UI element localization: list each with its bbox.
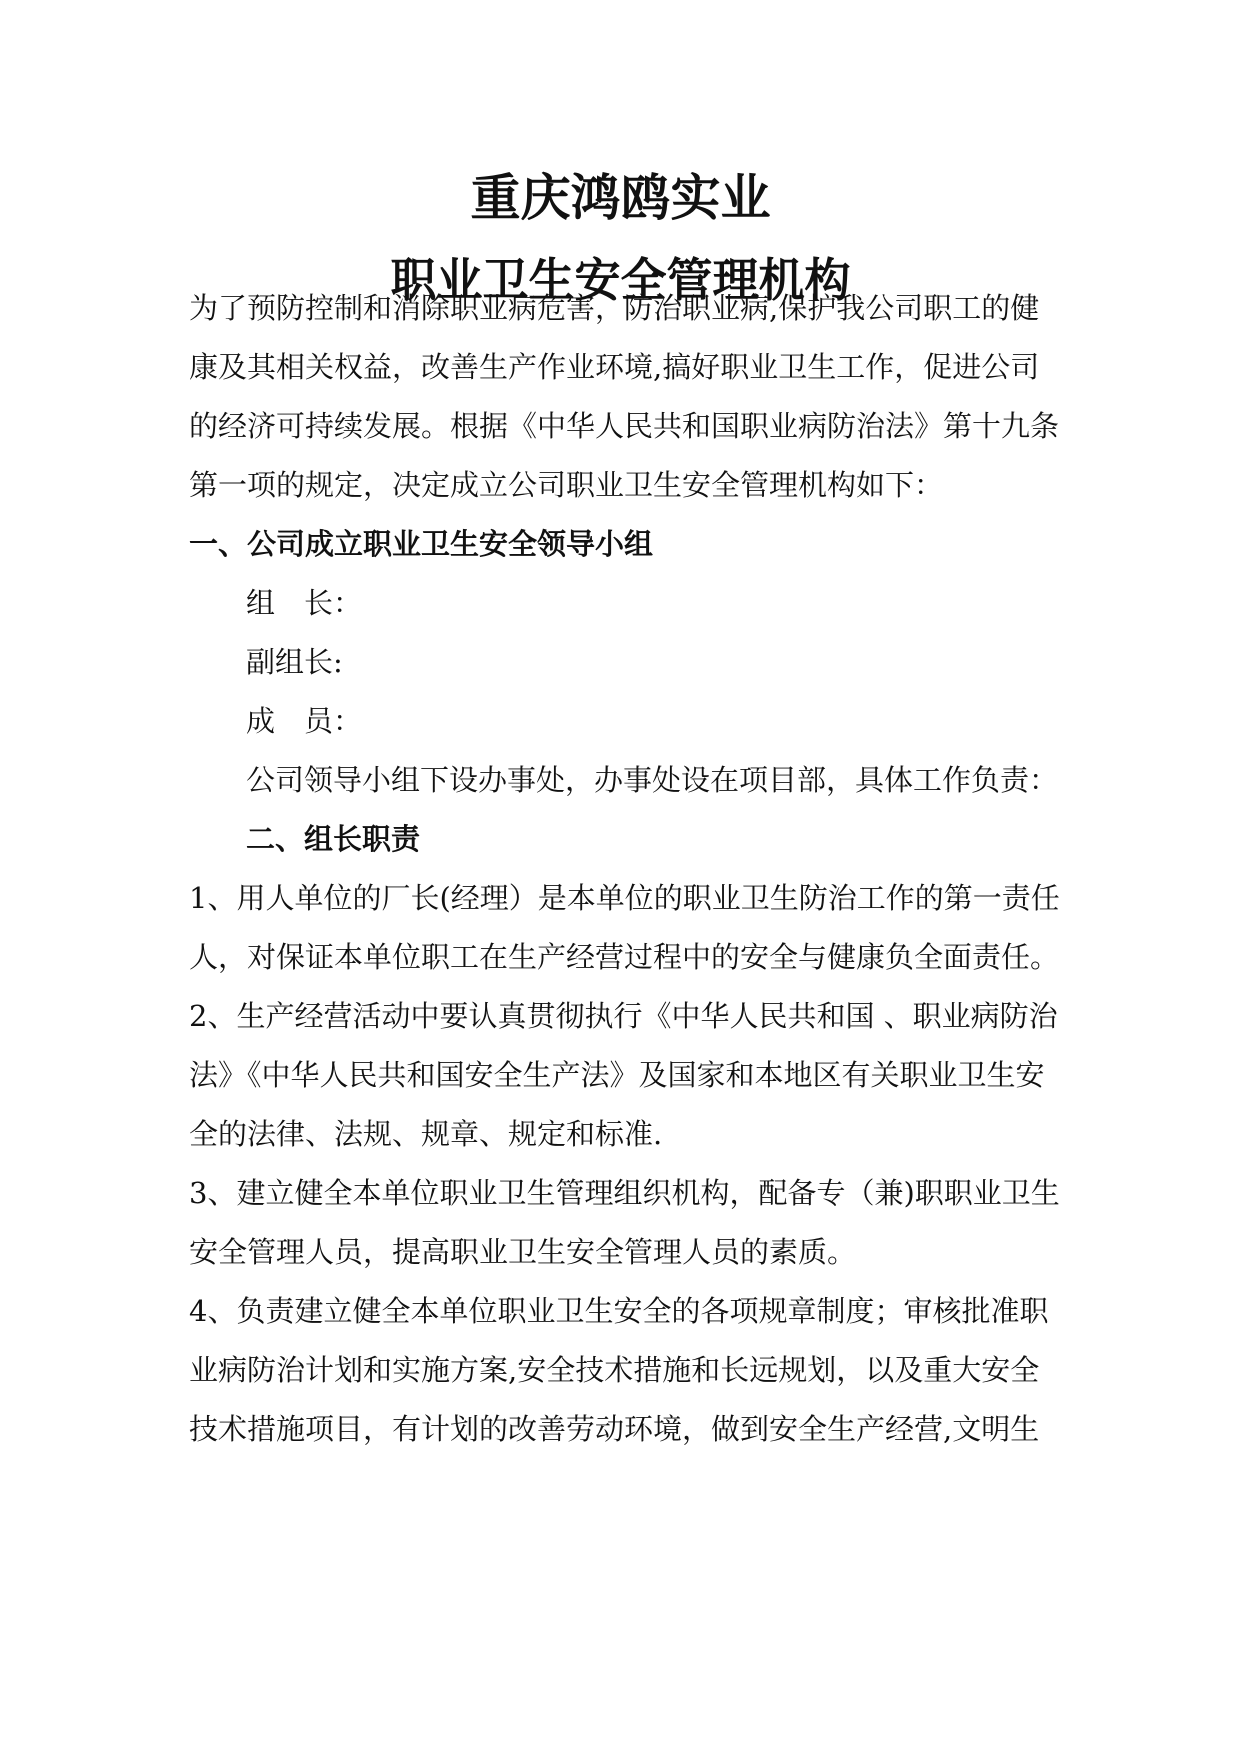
duty-line-1: 1、用人单位的厂长(经理）是本单位的职业卫生防治工作的第一责任: [189, 881, 1060, 915]
deputy-leader-label: 副组长:: [246, 645, 343, 679]
duty-line-10: 技术措施项目，有计划的改善劳动环境，做到安全生产经营,文明生: [189, 1412, 1040, 1446]
intro-line-1: 为了预防控制和消除职业病危害，防治职业病,保护我公司职工的健: [189, 291, 1040, 325]
duty-line-9: 业病防治计划和实施方案,安全技术措施和长远规划，以及重大安全: [189, 1353, 1040, 1387]
duty-line-4: 法》《中华人民共和国安全生产法》及国家和本地区有关职业卫生安: [189, 1058, 1045, 1092]
section2-heading: 二、组长职责: [246, 822, 421, 856]
section1-heading: 一、公司成立职业卫生安全领导小组: [189, 527, 654, 561]
leader-label: 组 长：: [246, 586, 363, 620]
intro-line-3: 的经济可持续发展。根据《中华人民共和国职业病防治法》第十九条: [189, 409, 1060, 443]
office-note: 公司领导小组下设办事处，办事处设在项目部，具体工作负责：: [246, 763, 1059, 797]
intro-line-4: 第一项的规定，决定成立公司职业卫生安全管理机构如下：: [189, 468, 944, 502]
duty-line-5: 全的法律、法规、规章、规定和标准.: [189, 1117, 663, 1151]
duty-line-7: 安全管理人员，提高职业卫生安全管理人员的素质。: [189, 1235, 857, 1269]
intro-line-2: 康及其相关权益，改善生产作业环境,搞好职业卫生工作，促进公司: [189, 350, 1040, 384]
duty-line-6: 3、建立健全本单位职业卫生管理组织机构，配备专（兼)职职业卫生: [189, 1176, 1060, 1210]
company-title: 重庆鸿鸥实业: [470, 168, 771, 227]
duty-line-3: 2、生产经营活动中要认真贯彻执行《中华人民共和国 、职业病防治: [189, 999, 1058, 1033]
member-label: 成 员：: [246, 704, 363, 738]
duty-line-8: 4、负责建立健全本单位职业卫生安全的各项规章制度；审核批准职: [189, 1294, 1049, 1328]
duty-line-2: 人，对保证本单位职工在生产经营过程中的安全与健康负全面责任。: [189, 940, 1060, 974]
document-title: 职业卫生安全管理机构: [390, 253, 851, 307]
